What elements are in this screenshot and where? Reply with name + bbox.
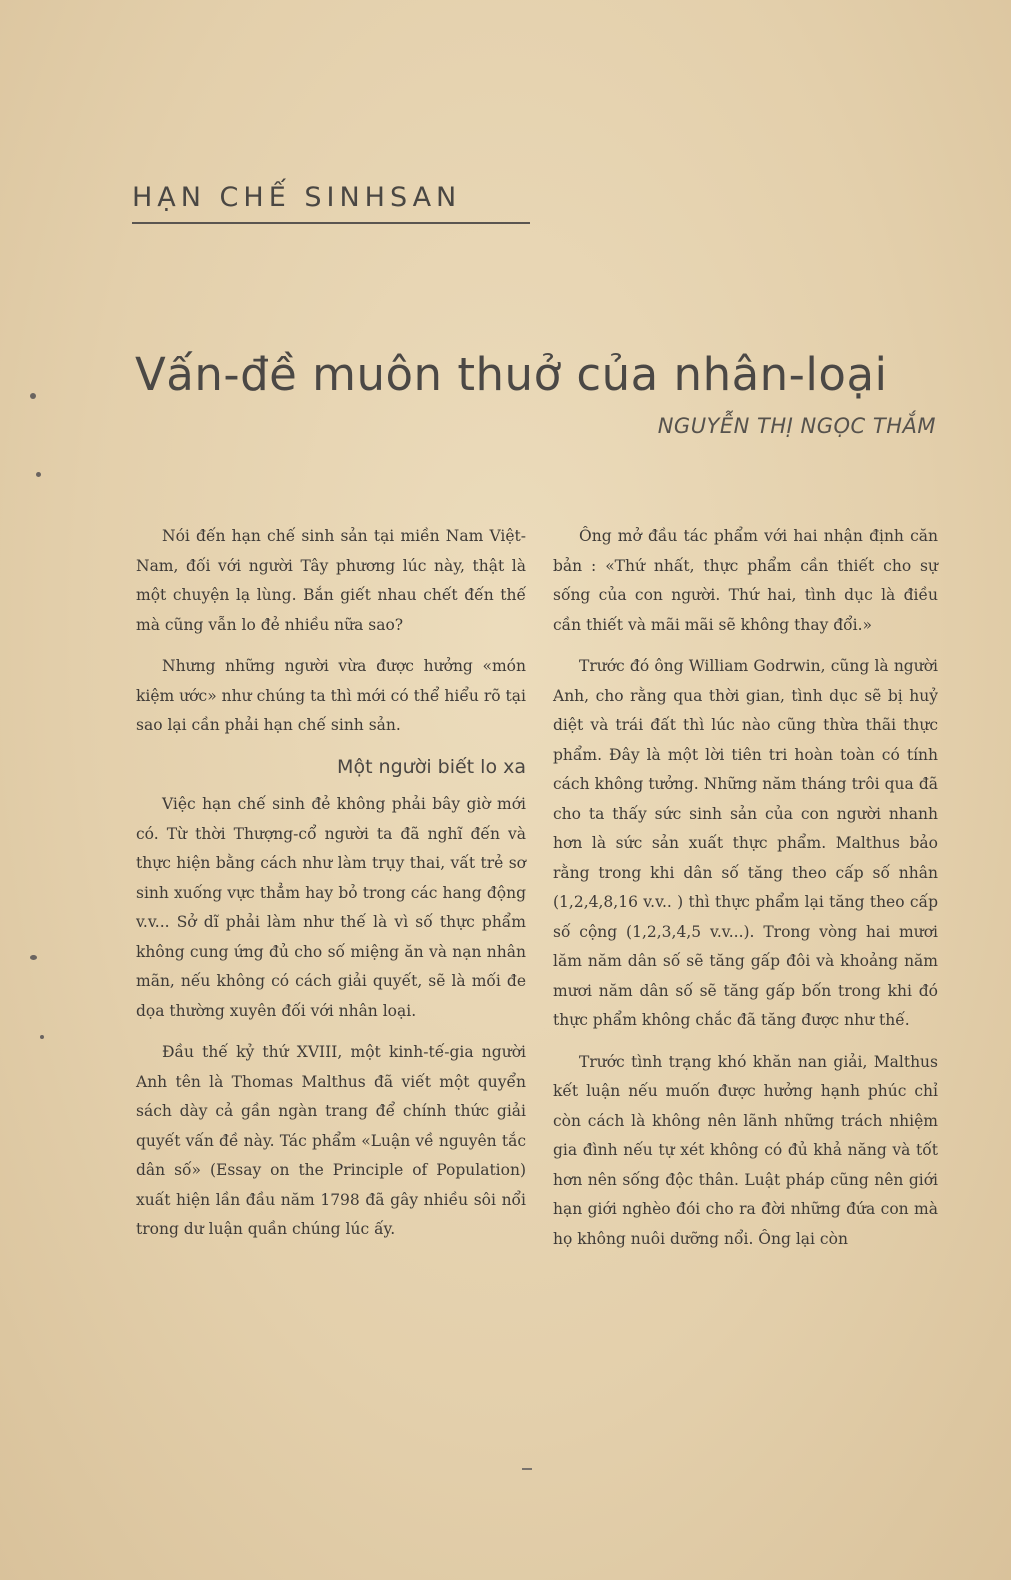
paper-speck — [40, 1035, 44, 1039]
paragraph: Trước đó ông William Godrwin, cũng là người Anh, cho rằng qua thời gian, tình dục sẽ bị huỷ diệt và trái đất thì lúc nào cũng thừa thãi thực phẩm. Đây là một lời tiên tri hoàn toàn có tính cách không tưởng. Những năm tháng trôi qua đã cho ta thấy sức sinh sản của con người nhanh hơn là sức sản xuất thực phẩm. Malthus bảo rằng trong khi dân số tăng theo cấp số nhân (1,2,4,8,16 v.v.. ) thì thực phẩm lại tăng theo cấp số cộng (1,2,3,4,5 v.v...). Trong vòng hai mươi lăm năm dân số sẽ tăng gấp đôi và khoảng năm mươi năm dân số sẽ tăng gấp bốn trong khi đó thực phẩm không chắc đã tăng được như thế. — [553, 657, 938, 1029]
subheading: Một người biết lo xa — [337, 755, 526, 778]
paragraph: Ông mở đầu tác phẩm với hai nhận định căn bản : «Thứ nhất, thực phẩm cần thiết cho sự sống của con người. Thứ hai, tình dục là điều cần thiết và mãi mãi sẽ không thay đổi.» — [553, 527, 938, 634]
author-byline: NGUYỄN THỊ NGỌC THẮM — [657, 414, 936, 438]
paragraph: Nhưng những người vừa được hưởng «món kiệm ước» như chúng ta thì mới có thể hiểu rõ tại sao lại cần phải hạn chế sinh sản. — [136, 657, 526, 734]
page-mark — [522, 1468, 532, 1470]
section-label: HẠN CHẾ SINHSAN — [132, 182, 462, 213]
paragraph: Đầu thế kỷ thứ XVIII, một kinh-tế-gia người Anh tên là Thomas Malthus đã viết một quyển sách dày cả gần ngàn trang để chính thức giải quyết vấn đề này. Tác phẩm «Luận về nguyên tắc dân số» (Essay on the Principle of Population) xuất hiện lần đầu năm 1798 đã gây nhiều sôi nổi trong dư luận quần chúng lúc ấy. — [136, 1043, 526, 1238]
paragraph: Trước tình trạng khó khăn nan giải, Malthus kết luận nếu muốn được hưởng hạnh phúc chỉ còn cách là không nên lãnh những trách nhiệm gia đình nếu tự xét không có đủ khả năng và tốt hơn nên sống độc thân. Luật pháp cũng nên giới hạn giới nghèo đói cho ra đời những đứa con mà họ không nuôi dưỡng nổi. Ông lại còn — [553, 1052, 938, 1248]
article-title: Vấn-đề muôn thuở của nhân-loại — [135, 348, 888, 402]
left-column — [136, 522, 526, 1257]
paper-speck — [36, 472, 41, 477]
paper-speck — [30, 393, 36, 399]
right-column — [553, 522, 938, 1266]
paper-speck — [30, 955, 37, 960]
paragraph: Việc hạn chế sinh đẻ không phải bây giờ mới có. Từ thời Thượng-cổ người ta đã nghĩ đến và thực hiện bằng cách như làm trụy thai, vất trẻ sơ sinh xuống vực thẳm hay bỏ trong các hang động v.v... Sở dĩ phải làm như thế là vì số thực phẩm không cung ứng đủ cho số miệng ăn và nạn nhân mãn, nếu không có cách giải quyết, sẽ là mối đe dọa thường xuyên đối với nhân loại. — [136, 795, 526, 1020]
paragraph: Nói đến hạn chế sinh sản tại miền Nam Việt-Nam, đối với người Tây phương lúc này, thật là một chuyện lạ lùng. Bắn giết nhau chết đến thế mà cũng vẫn lo đẻ nhiều nữa sao? — [136, 527, 526, 634]
section-divider — [132, 222, 530, 224]
